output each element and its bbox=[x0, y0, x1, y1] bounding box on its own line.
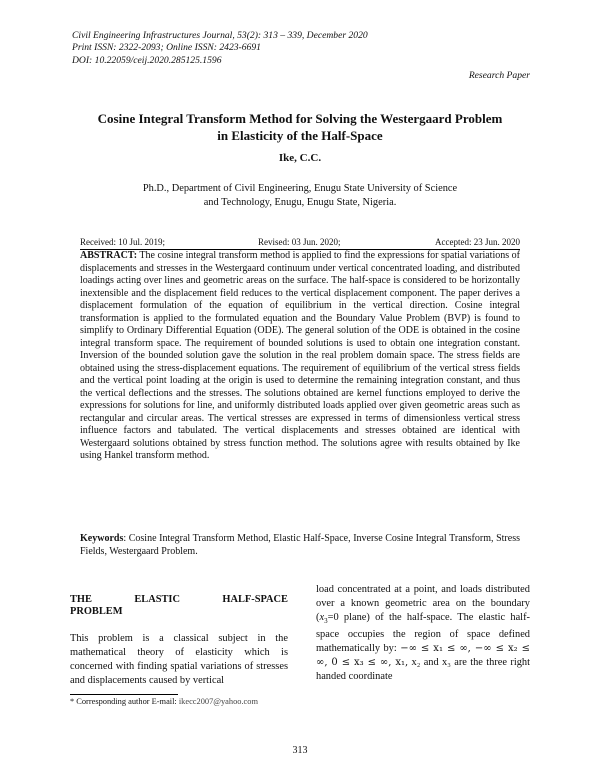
author-name: Ike, C.C. bbox=[278, 152, 322, 164]
abstract-label: ABSTRACT: bbox=[80, 250, 138, 261]
keywords-label: Keywords bbox=[80, 533, 124, 544]
title-line-2: in Elasticity of the Half-Space bbox=[217, 128, 383, 143]
abstract bbox=[80, 250, 520, 463]
x3-subscript: 3 bbox=[324, 617, 328, 626]
x3-variable: x bbox=[319, 612, 325, 623]
paper-type: Research Paper bbox=[468, 70, 530, 81]
half-space-inequality: −∞ ≤ x₁ ≤ ∞, −∞ ≤ x₂ ≤ ∞, 0 ≤ x₃ ≤ ∞, x₁, bbox=[316, 643, 530, 669]
footnote-label: * Corresponding author E-mail: bbox=[70, 697, 179, 706]
title-line-1: Cosine Integral Transform Method for Solving the Westergaard Problem bbox=[97, 111, 503, 126]
accepted-date: Accepted: 23 Jun. 2020 bbox=[435, 237, 520, 247]
keywords-text: : Cosine Integral Transform Method, Elastic Half-Space, Inverse Cosine Integral Transform, Stress Fields, Westergaard Problem. bbox=[80, 533, 520, 557]
keywords bbox=[80, 533, 520, 558]
col2-text-a: load concentrated at a point, and loads distributed over a known geometric area on the boundary ( bbox=[316, 584, 530, 623]
footnote-divider bbox=[70, 694, 178, 695]
corresponding-email[interactable]: ikecc2007@yahoo.com bbox=[178, 697, 258, 706]
paper-title bbox=[70, 110, 530, 144]
body-column-left: This problem is a classical subject in the mathematical theory of elasticity which is concerned with finding spatial variations of stresses and displacements caused by vertical bbox=[70, 633, 288, 686]
issn-line: Print ISSN: 2322-2093; Online ISSN: 2423-6691 bbox=[72, 42, 261, 54]
abstract-text: The cosine integral transform method is applied to find the expressions for spatial variations of displacements and stresses in the Westergaard continuum under vertical concentrated loading, and distributed loadings acting over lines and geometric areas on the surface. The half-space is considered to be horizontally inextensible and the displacement field reduces to the vertical displacement component. The paper derives a displacement formulation of the equation of equilibrium in the vertical direction. Cosine integral transformation is applied to the formulated equation and the Boundary Value Problem (BVP) is found to simplify to Ordinary Differential Equation (ODE). The general solution of the ODE is obtained in the cosine integral transform space. The requirement of bounded solutions is used to obtain one integration constant. Inversion of the bounded solution gave the solution in the real problem domain space. The stress fields are obtained using the stress-displacement equations. The requirement of equilibrium of the vertical stress fields and the vertical point loading at the origin is used to determine the remaining integration constant, and thus the vertical deflections and the stresses. The solutions obtained are kernel functions employed to derive the expressions for solutions for line, and uniformly distributed loads applied over given geometric areas such as rectangular and circular areas. The vertical stresses are expressed in terms of dimensionless vertical stress influence factors and tabulated. The vertical displacements and stresses obtained are identical with Westergaard solutions obtained by stress function method. The solutions agree with results obtained by Ike using Hankel transform method. bbox=[80, 250, 520, 461]
body-column-right bbox=[316, 583, 530, 684]
journal-citation: Civil Engineering Infrastructures Journal, 53(2): 313 – 339, December 2020 bbox=[72, 30, 368, 41]
revised-date: Revised: 03 Jun. 2020; bbox=[258, 237, 341, 247]
doi-line: DOI: 10.22059/ceij.2020.285125.1596 bbox=[72, 54, 222, 66]
col2-text-c: x₂ and x₃ are the three right handed coordinate bbox=[316, 657, 531, 683]
col2-text-b: =0 plane) of the half-space. The elastic half-space occupies the region of space defined mathematically by: bbox=[316, 612, 530, 655]
journal-header bbox=[72, 30, 368, 67]
author-affiliation: Ph.D., Department of Civil Engineering, Enugu State University of Science and Technology, Enugu, Enugu State, Nigeria. bbox=[142, 183, 458, 208]
received-date: Received: 10 Jul. 2019; bbox=[80, 237, 165, 247]
page-number: 313 bbox=[292, 745, 308, 756]
section-heading-line-2: PROBLEM bbox=[70, 606, 123, 617]
section-heading-line-1: THE ELASTIC HALF-SPACE bbox=[70, 594, 288, 605]
footnote bbox=[70, 697, 258, 706]
